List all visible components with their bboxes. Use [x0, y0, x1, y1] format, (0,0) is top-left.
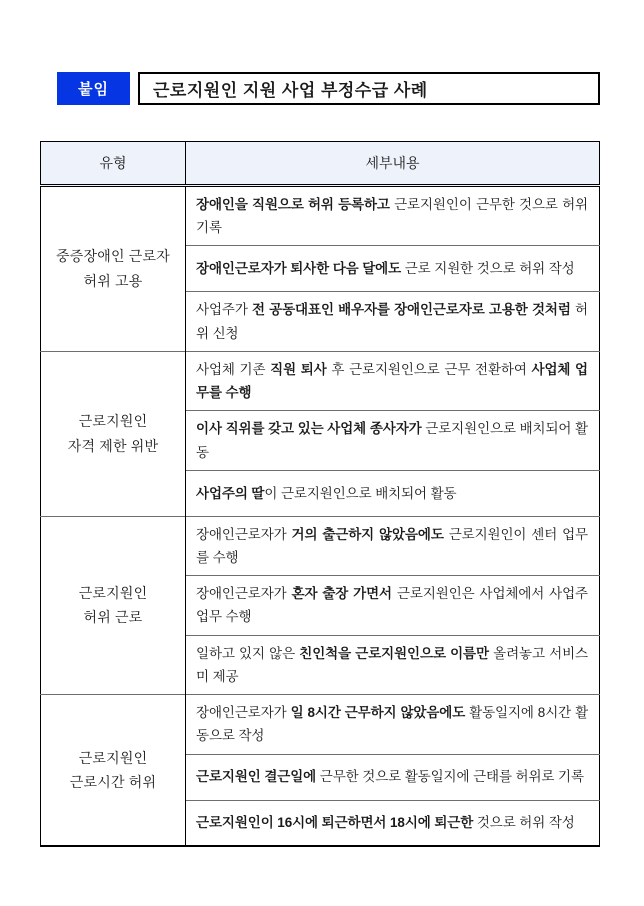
- detail-text-bold: 근로지원인 결근일에: [196, 769, 317, 785]
- detail-text: 사업주가: [196, 302, 252, 318]
- detail-cell: [186, 516, 600, 575]
- detail-cell: [186, 246, 600, 292]
- detail-cell: [186, 695, 600, 754]
- table-header-row: [41, 142, 600, 186]
- detail-cell: [186, 754, 600, 800]
- detail-text-bold: 직원 퇴사: [270, 361, 327, 377]
- table-row: [41, 186, 600, 246]
- detail-cell: [186, 800, 600, 846]
- detail-text-bold: 이사 직위를 갖고 있는 사업체 종사자가: [196, 421, 422, 437]
- detail-text: 허위 신청: [196, 302, 588, 341]
- table-row: [41, 351, 600, 410]
- detail-text-bold: 사업체 업무를 수행: [196, 361, 588, 401]
- column-header-detail: 세부내용: [186, 142, 600, 186]
- detail-text: 사업체 기존: [196, 361, 271, 377]
- detail-text: 후 근로지원인으로 근무 전환하여: [326, 361, 532, 377]
- document-header: [57, 72, 600, 105]
- detail-text-bold: 혼자 출장 가면서: [291, 586, 392, 602]
- detail-text: 장애인근로자가: [196, 586, 292, 602]
- detail-text: 일하고 있지 않은: [196, 645, 300, 661]
- detail-text: 근로지원인으로 배치되어 활동: [196, 421, 589, 460]
- category-cell: 근로지원인 근로시간 허위: [41, 695, 186, 846]
- category-cell: 근로지원인 허위 근로: [41, 516, 186, 694]
- detail-cell: [186, 186, 600, 246]
- detail-cell: [186, 351, 600, 410]
- page-title: 근로지원인 지원 사업 부정수급 사례: [153, 81, 428, 100]
- detail-cell: [186, 411, 600, 470]
- detail-text: 것으로 허위 작성: [473, 815, 575, 831]
- category-cell: 근로지원인 자격 제한 위반: [41, 351, 186, 516]
- detail-text-bold: 사업주의 딸: [196, 485, 265, 501]
- detail-cell: [186, 470, 600, 516]
- title-box: [138, 72, 600, 105]
- detail-text: 근로지원인이 근무한 것으로 허위 기록: [196, 197, 588, 236]
- detail-text: 올려놓고 서비스 미 제공: [196, 645, 588, 684]
- detail-text-bold: 일 8시간 근무하지 않았음에도: [290, 705, 466, 721]
- table-row: [41, 695, 600, 754]
- detail-cell: [186, 292, 600, 351]
- detail-text-bold: 친인척을 근로지원인으로 이름만: [299, 645, 489, 661]
- detail-text-bold: 장애인근로자가 퇴사한 다음 달에도: [196, 261, 402, 277]
- detail-text-bold: 전 공동대표인 배우자를 장애인근로자로 고용한 것처럼: [252, 302, 571, 318]
- detail-text: 장애인근로자가: [196, 705, 291, 721]
- detail-text: 근로지원인이 센터 업무를 수행: [196, 526, 588, 565]
- category-cell: 중증장애인 근로자 허위 고용: [41, 186, 186, 352]
- detail-text-bold: 근로지원인이 16시에 퇴근하면서 18시에 퇴근한: [196, 815, 474, 831]
- detail-text: 이 근로지원인으로 배치되어 활동: [264, 485, 457, 501]
- cases-table: [40, 141, 600, 847]
- cases-table-body: [41, 186, 600, 847]
- column-header-type: 유형: [41, 142, 186, 186]
- detail-text-bold: 거의 출근하지 않았음에도: [291, 526, 444, 542]
- attachment-badge: 붙임: [57, 72, 130, 105]
- table-row: [41, 516, 600, 575]
- detail-text: 근로지원인은 사업체에서 사업주 업무 수행: [196, 586, 588, 625]
- detail-text: 근로 지원한 것으로 허위 작성: [401, 261, 575, 277]
- detail-text: 장애인근로자가: [196, 526, 292, 542]
- detail-cell: [186, 576, 600, 635]
- detail-text-bold: 장애인을 직원으로 허위 등록하고: [196, 197, 390, 212]
- detail-text: 활동일지에 8시간 활동으로 작성: [196, 705, 589, 744]
- detail-cell: [186, 635, 600, 694]
- detail-text: 근무한 것으로 활동일지에 근태를 허위로 기록: [316, 769, 584, 785]
